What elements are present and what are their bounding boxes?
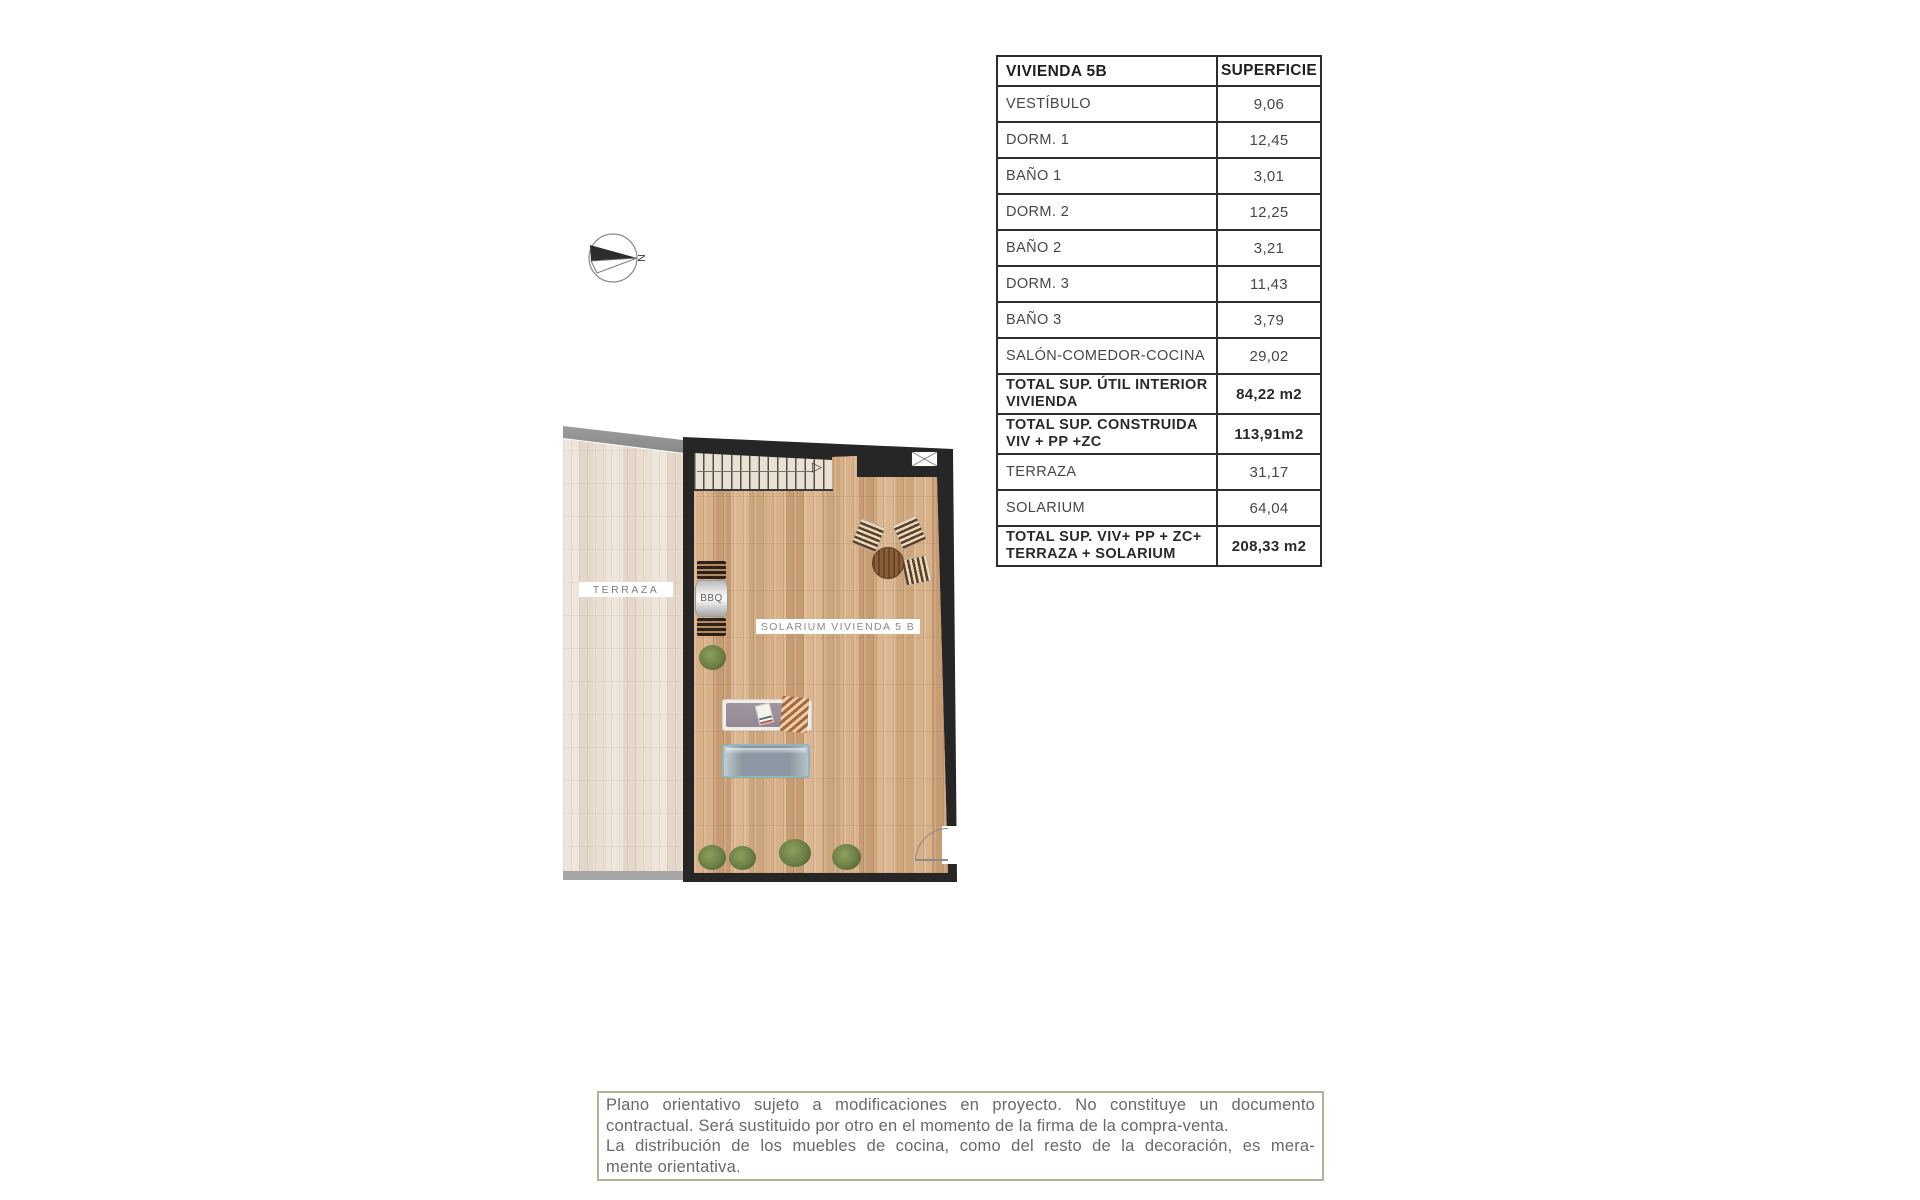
table-row	[998, 195, 1320, 231]
plant-icon	[779, 839, 811, 867]
table-row	[998, 231, 1320, 267]
room-name: DORM. 1	[998, 123, 1218, 157]
room-name: TERRAZA	[998, 455, 1218, 489]
surface-table-header	[998, 57, 1320, 87]
room-surface-value: 208,33 m2	[1231, 537, 1307, 555]
chair-icon	[900, 554, 932, 586]
table-row	[998, 455, 1320, 491]
stairs-direction-line	[697, 471, 815, 472]
room-surface-value: 12,25	[1249, 203, 1289, 221]
table-row	[998, 267, 1320, 303]
disclaimer-line: Plano orientativo sujeto a modificaciones en proyecto. No constituye un documento	[606, 1096, 1315, 1114]
towel	[780, 696, 810, 733]
room-name: SOLARIUM	[998, 491, 1218, 525]
room-name: BAÑO 1	[998, 159, 1218, 193]
plant-icon	[698, 845, 726, 870]
table-row	[998, 339, 1320, 375]
compass-icon	[584, 228, 652, 292]
room-name: TOTAL SUP. CONSTRUIDA VIV + PP +ZC	[998, 415, 1218, 453]
plant-icon	[699, 645, 726, 670]
disclaimer-line: contractual. Será sustituido por otro en el momento de la firma de la compra-venta.	[606, 1116, 1229, 1135]
room-surface-value: 12,45	[1249, 131, 1289, 149]
sun-lounger	[722, 744, 810, 778]
table-row	[998, 527, 1320, 565]
room-surface-value: 84,22 m2	[1236, 385, 1302, 403]
bbq-unit: BBQ	[695, 580, 728, 617]
terraza-floor	[563, 427, 683, 880]
table-row	[998, 375, 1320, 415]
plant-icon	[832, 844, 861, 870]
bbq-counter-bottom	[697, 618, 726, 636]
table-row	[998, 415, 1320, 455]
bbq-counter-top	[697, 561, 726, 579]
table-header-surface: SUPERFICIE	[1220, 62, 1317, 79]
door-leaf	[915, 859, 948, 861]
room-name: DORM. 2	[998, 195, 1218, 229]
room-surface-value: 113,91m2	[1234, 425, 1304, 443]
room-surface-value: 3,21	[1253, 239, 1285, 257]
table-row	[998, 303, 1320, 339]
room-surface-value: 31,17	[1249, 463, 1289, 481]
plant-icon	[729, 846, 756, 870]
room-surface-value: 3,01	[1253, 167, 1285, 185]
room-name: DORM. 3	[998, 267, 1218, 301]
room-surface-value: 11,43	[1250, 275, 1288, 293]
room-name: BAÑO 3	[998, 303, 1218, 337]
disclaimer-line: La distribución de los muebles de cocina, como del resto de la decoración, es mera-	[606, 1137, 1315, 1155]
room-name: SALÓN-COMEDOR-COCINA	[998, 339, 1218, 373]
room-surface-value: 3,79	[1253, 311, 1285, 329]
solarium-label: SOLARIUM VIVIENDA 5 B	[756, 619, 920, 634]
room-name: TOTAL SUP. VIV+ PP + ZC+ TERRAZA + SOLARIUM	[998, 527, 1218, 565]
table-header-dwelling: VIVIENDA 5B	[998, 57, 1218, 85]
disclaimer-line: mente orientativa.	[606, 1157, 741, 1176]
disclaimer-box	[597, 1091, 1324, 1181]
table-row	[998, 87, 1320, 123]
table-row	[998, 123, 1320, 159]
stairs-direction-arrow: ▷	[812, 460, 822, 475]
table-row	[998, 491, 1320, 527]
lounger-highlight	[726, 748, 806, 754]
terraza-label: TERRAZA	[579, 582, 673, 597]
room-name: VESTÍBULO	[998, 87, 1218, 121]
room-surface-value: 29,02	[1249, 347, 1289, 365]
round-table-icon	[872, 547, 904, 579]
stairs-edge-line	[694, 489, 833, 491]
compass-north-label: N	[635, 254, 648, 262]
skylight-icon	[911, 451, 938, 467]
room-surface-value: 64,04	[1249, 499, 1289, 517]
room-name: TOTAL SUP. ÚTIL INTERIOR VIVIENDA	[998, 375, 1218, 413]
table-row	[998, 159, 1320, 195]
room-name: BAÑO 2	[998, 231, 1218, 265]
surface-table	[996, 55, 1322, 567]
sun-lounger	[722, 699, 812, 731]
room-surface-value: 9,06	[1253, 95, 1285, 113]
terraza-bottom-wall	[563, 871, 683, 880]
